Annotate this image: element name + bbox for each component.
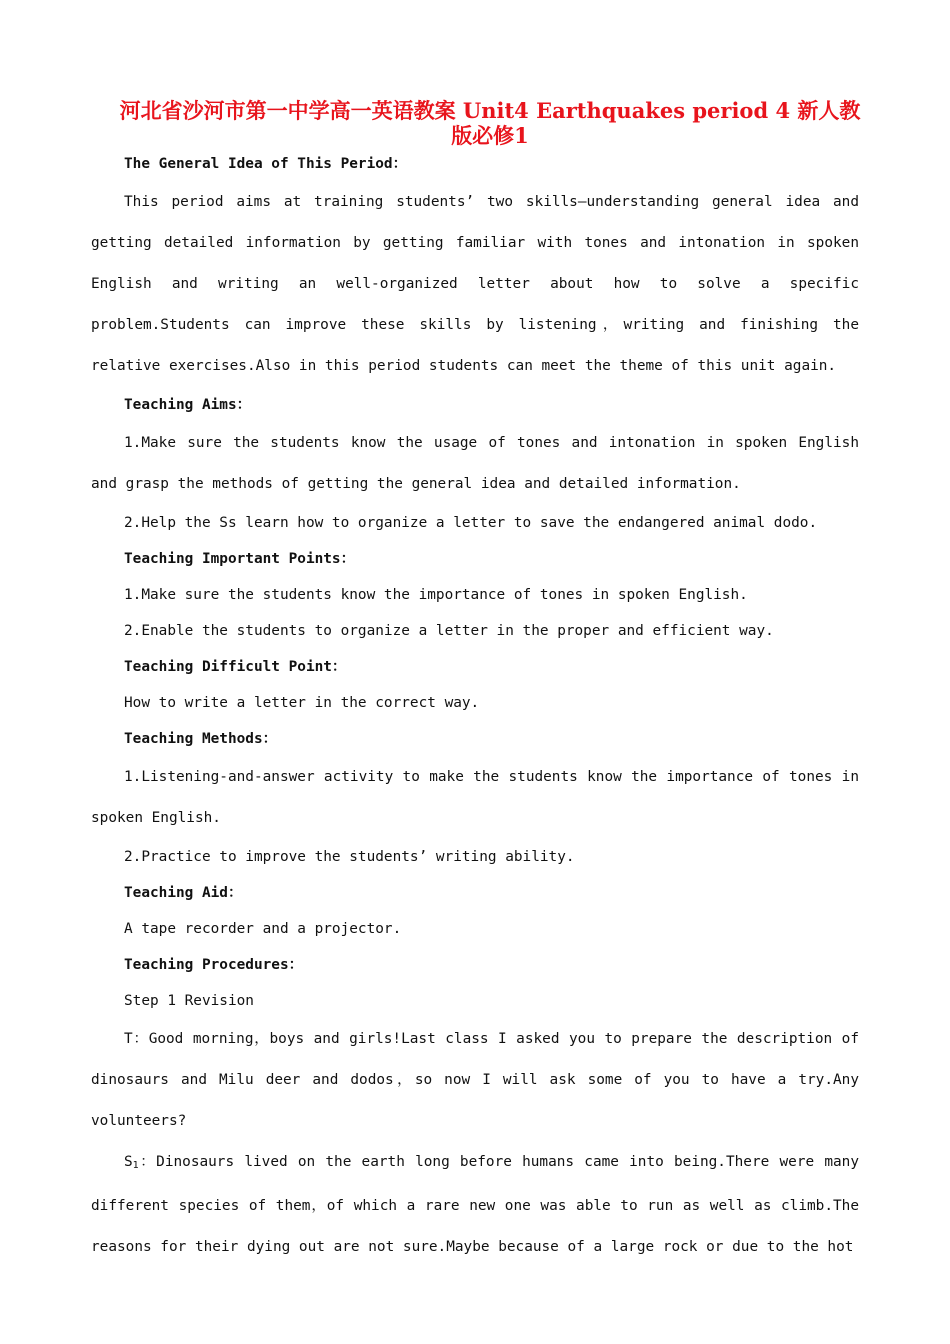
speaker-label: S xyxy=(124,1154,133,1170)
section-heading-general-idea: The General Idea of This Period： xyxy=(124,156,407,172)
section-heading-methods: Teaching Methods： xyxy=(124,731,278,747)
section-heading-important-points: Teaching Important Points： xyxy=(124,551,355,567)
section-heading-aid: Teaching Aid： xyxy=(124,885,243,901)
student-1-text: ：Dinosaurs lived on the earth long before humans came into being.There were many different species of them，of which a rare new one was able to run as well as climb.The reasons for their dying out are not sure.Maybe because of a large rock or due to the hot xyxy=(91,1154,859,1255)
important-points-item-2: 2.Enable the students to organize a letter in the proper and efficient way. xyxy=(124,623,774,639)
important-points-item-1: 1.Make sure the students know the importance of tones in spoken English. xyxy=(124,587,748,603)
speaker-subscript: 1 xyxy=(132,1160,139,1171)
teaching-aims-item-1: 1.Make sure the students know the usage of tones and intonation in spoken English and grasp the methods of getting the general idea and detailed information. xyxy=(91,435,859,492)
section-heading-difficult-point: Teaching Difficult Point： xyxy=(124,659,347,675)
section-heading-teaching-aims: Teaching Aims： xyxy=(124,397,252,413)
teaching-aims-item-2: 2.Help the Ss learn how to organize a letter to save the endangered animal dodo. xyxy=(124,515,818,531)
document-title: 河北省沙河市第一中学高一英语教案 Unit4 Earthquakes period 4 新人教版必修1 xyxy=(119,98,861,148)
teacher-dialogue: T：Good morning，boys and girls!Last class I asked you to prepare the description of dinosaurs and Milu deer and dodos，so now I will ask some of you to have a try.Any volunteers? xyxy=(91,1031,859,1129)
procedure-step-1: Step 1 Revision xyxy=(124,993,254,1009)
section-heading-procedures: Teaching Procedures： xyxy=(124,957,304,973)
document-body xyxy=(91,146,859,1268)
general-idea-paragraph: This period aims at training students’ two skills—understanding general idea and getting detailed information by getting familiar with tones and intonation in spoken English and writing an well-organized letter about how to solve a specific problem.Students can improve these skills by listening，writing and finishing the relative exercises.Also in this period students can meet the theme of this unit again. xyxy=(91,194,859,374)
aid-text: A tape recorder and a projector. xyxy=(124,921,402,937)
methods-item-2: 2.Practice to improve the students’ writing ability. xyxy=(124,849,575,865)
methods-item-1: 1.Listening-and-answer activity to make the students know the importance of tones in spoken English. xyxy=(91,769,859,826)
student-1-dialogue xyxy=(91,1142,859,1268)
difficult-point-text: How to write a letter in the correct way. xyxy=(124,695,480,711)
